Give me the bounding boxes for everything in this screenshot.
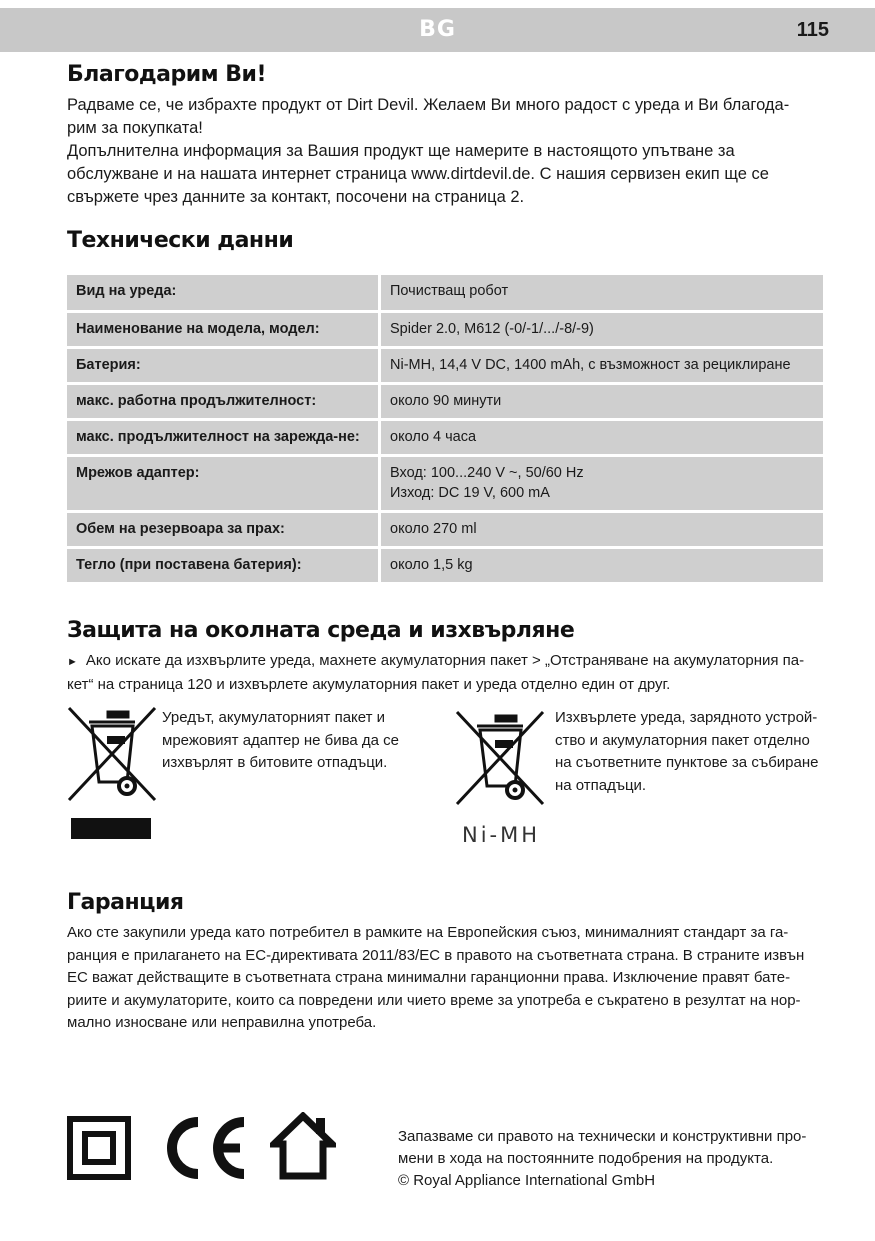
left-disposal-text	[162, 707, 399, 775]
value-line: Изход: DC 19 V, 600 mA	[390, 485, 550, 501]
tech-data-table	[64, 272, 826, 585]
battery-type-label: Ni-MH	[462, 823, 541, 847]
row-label: Обем на резервоара за прах:	[67, 513, 378, 546]
table-row	[67, 275, 823, 310]
bullet-arrow-icon: ►	[67, 656, 78, 668]
text-line: обслужване и на нашата интернет страница www.dirtdevil.de. С нашия сервизен екип ще се	[67, 165, 769, 183]
ce-mark-icon	[160, 1114, 248, 1182]
row-value: около 270 ml	[381, 513, 823, 546]
row-value: около 1,5 kg	[381, 549, 823, 582]
text-line: Уредът, акумулаторният пакет и	[162, 709, 386, 726]
text-line: ранция е прилагането на ЕС-директивата 2011/83/ЕС в правото на съответната страна. В страните извън	[67, 946, 805, 964]
text-line: рим за покупката!	[67, 119, 203, 137]
table-row	[67, 313, 823, 346]
row-value: около 4 часа	[381, 421, 823, 454]
row-value: Spider 2.0, M612 (-0/-1/.../-8/-9)	[381, 313, 823, 346]
language-code: BG	[419, 17, 456, 42]
table-row	[67, 385, 823, 418]
text-line: Запазваме си правото на технически и конструктивни про-	[398, 1128, 807, 1145]
crossed-bin-icon	[67, 706, 157, 802]
page-header	[0, 8, 875, 52]
row-label: Мрежов адаптер:	[67, 457, 378, 510]
warranty-paragraph	[67, 922, 832, 1035]
text-line: кет“ на страница 120 и изхвърлете акумулаторния пакет и уреда отделно един от друг.	[67, 675, 671, 693]
text-line: Радваме се, че избрахте продукт от Dirt Devil. Желаем Ви много радост с уреда и Ви благода-	[67, 96, 790, 114]
tech-heading: Технически данни	[67, 228, 294, 253]
table-row	[67, 421, 823, 454]
footer-note	[398, 1126, 838, 1192]
text-line: свържете чрез данните за контакт, посочени на страница 2.	[67, 188, 525, 206]
row-label: Батерия:	[67, 349, 378, 382]
row-label: Наименование на модела, модел:	[67, 313, 378, 346]
environment-bullet	[67, 650, 832, 696]
table-row	[67, 549, 823, 582]
page-number: 115	[796, 19, 829, 41]
text-line: на съответните пунктове за събиране	[555, 754, 819, 771]
text-line: мрежовият адаптер не бива да се	[162, 731, 400, 749]
thanks-paragraph	[67, 94, 827, 209]
text-line: на отпадъци.	[555, 776, 647, 794]
text-line: риите и акумулаторите, които са повредени или чието време за употреба е съкратено в резултат на нор-	[67, 991, 801, 1009]
row-label: Вид на уреда:	[67, 275, 378, 310]
row-value: около 90 минути	[381, 385, 823, 418]
row-value: Ni-MH, 14,4 V DC, 1400 mAh, с възможност за рециклиране	[381, 349, 823, 382]
environment-heading: Защита на околната среда и изхвърляне	[67, 618, 575, 643]
right-disposal-text	[555, 707, 818, 797]
text-line: © Royal Appliance International GmbH	[398, 1172, 656, 1189]
text-line: Изхвърлете уреда, зарядното устрой-	[555, 709, 818, 726]
bullet-text: Ако искате да изхвърлите уреда, махнете акумулаторния пакет > „Отстраняване на акумулаторния па-	[85, 652, 805, 669]
text-line	[67, 650, 832, 674]
table-row	[67, 349, 823, 382]
text-line: изхвърлят в битовите отпадъци.	[162, 754, 388, 771]
row-label: макс. работна продължителност:	[67, 385, 378, 418]
thanks-heading: Благодарим Ви!	[67, 62, 266, 87]
row-value: Почистващ робот	[381, 275, 823, 310]
row-label: Тегло (при поставена батерия):	[67, 549, 378, 582]
separate-collection-bar	[71, 818, 151, 839]
table-row	[67, 457, 823, 510]
double-insulation-icon	[67, 1116, 131, 1180]
indoor-use-only-icon	[270, 1112, 336, 1180]
text-line: мално износване или неправилна употреба.	[67, 1014, 377, 1031]
row-value	[381, 457, 823, 510]
crossed-bin-icon	[454, 710, 546, 806]
text-line: Ако сте закупили уреда като потребител в рамките на Европейския съюз, минималният стандарт за га-	[67, 924, 789, 941]
text-line: Допълнителна информация за Вашия продукт ще намерите в настоящото упътване за	[67, 142, 735, 160]
row-label: макс. продължителност на зарежда-не:	[67, 421, 378, 454]
text-line: ство и акумулаторния пакет отделно	[555, 731, 810, 749]
table-row	[67, 513, 823, 546]
warranty-heading: Гаранция	[67, 890, 184, 915]
value-line: Вход: 100...240 V ~, 50/60 Hz	[390, 465, 584, 481]
text-line: мени в хода на постоянните подобрения на продукта.	[398, 1150, 774, 1167]
text-line: ЕС важат действащите в съответната страна минимални гаранционни права. Изключение правят бате-	[67, 969, 791, 986]
